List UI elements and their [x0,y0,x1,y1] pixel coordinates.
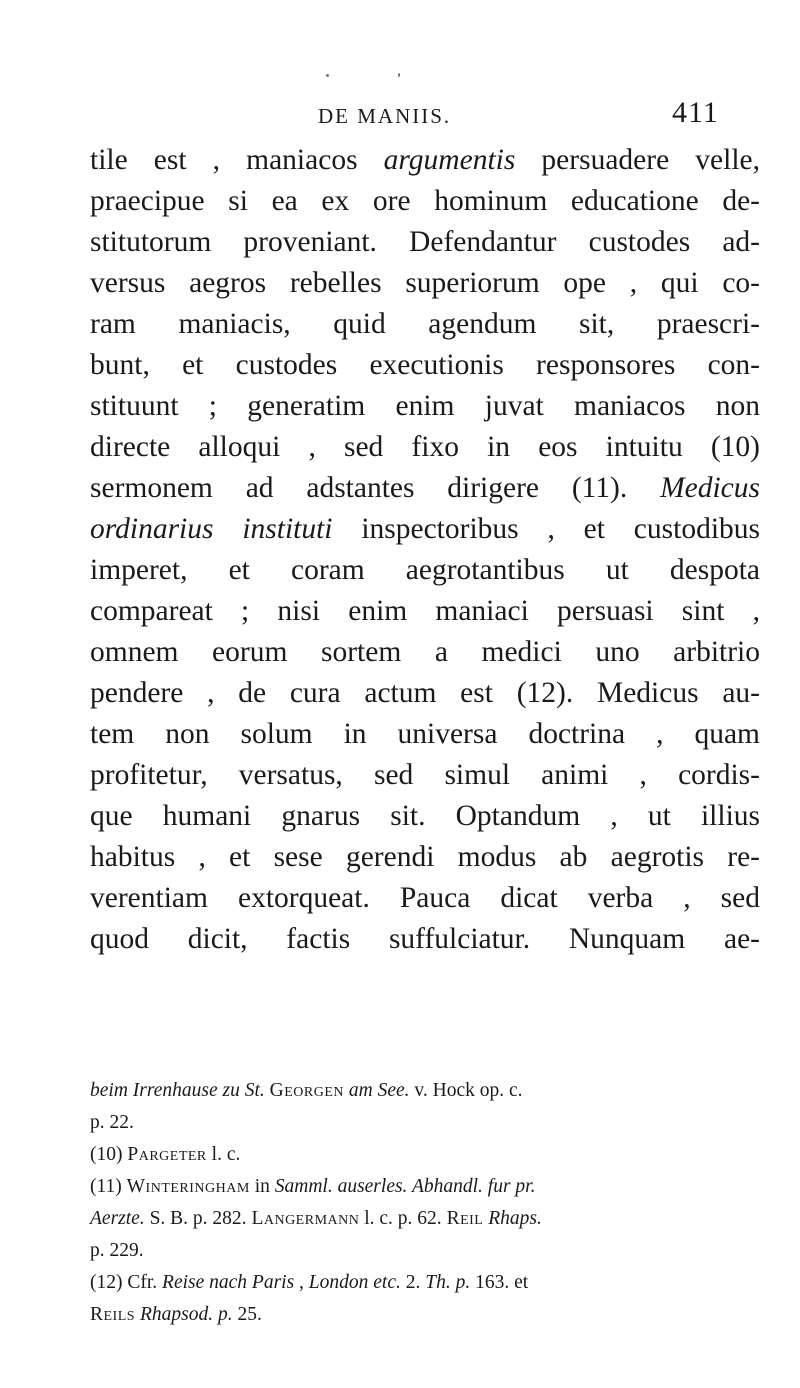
page-header [0,96,800,136]
italic-run: beim Irrenhause zu St. [90,1080,265,1101]
text-run: tile est , maniacos [90,144,384,176]
text-run: inspectoribus , et custodibus [332,513,760,545]
text-run: 163. et [470,1272,529,1293]
text-line [90,263,760,304]
text-line [90,386,760,427]
italic-run: Aerzte. [90,1208,145,1229]
text-line [90,673,760,714]
text-run: quod dicit, factis suffulciatur. Nunquam ae- [90,923,760,955]
text-line [90,591,760,632]
text-run: directe alloqui , sed fixo in eos intuitu (10) [90,431,760,463]
text-run: (12) Cfr. [90,1272,163,1293]
running-head: DE MANIIS. [318,104,452,128]
text-line [90,509,760,550]
footnotes [90,1075,760,1331]
text-run: sermonem ad adstantes dirigere (11). [90,472,661,504]
text-line [90,837,760,878]
footnote-line [90,1203,760,1235]
text-run: l. c. [206,1144,241,1165]
small-caps-name: Langermann [251,1208,360,1229]
small-caps-name: Pargeter [127,1144,207,1165]
text-run: persuadere velle, [515,144,760,176]
text-run: tem non solum in universa doctrina , quam [90,718,760,750]
text-run: v. Hock op. c. [409,1080,523,1101]
text-line [90,796,760,837]
text-line [90,919,760,960]
text-run: stitutorum proveniant. Defendantur custodes ad- [90,226,760,258]
text-run: 25. [232,1304,262,1325]
footnote-line [90,1171,760,1203]
text-run: versus aegros rebelles superiorum ope , qui co- [90,267,760,299]
text-line [90,222,760,263]
text-line [90,304,760,345]
italic-run: Medicus [660,472,760,504]
italic-run: Rhaps. [488,1208,542,1229]
text-run: bunt, et custodes executionis responsores con- [90,349,760,381]
text-line [90,468,760,509]
footnote-line [90,1139,760,1171]
footnote-line [90,1299,760,1331]
text-run: S. B. p. 282. [144,1208,252,1229]
footnote-line [90,1107,760,1139]
text-run: 2. [400,1272,426,1293]
small-caps-name: Winteringham [126,1176,250,1197]
text-run: profitetur, versatus, sed simul animi , cordis- [90,759,760,791]
text-line [90,632,760,673]
page-number: 411 [672,96,719,129]
text-run: pendere , de cura actum est (12). Medicus au- [90,677,760,709]
italic-run: am See. [348,1080,410,1101]
text-line [90,140,760,181]
text-run: (10) [90,1144,128,1165]
text-run: (11) [90,1176,127,1197]
print-speck [326,74,329,77]
footnote-line [90,1267,760,1299]
italic-run: Samml. auserles. Abhandl. fur pr. [274,1176,536,1197]
small-caps-name: Reils [90,1304,136,1325]
text-line [90,714,760,755]
text-line [90,345,760,386]
text-run: ram maniacis, quid agendum sit, praescri- [90,308,760,340]
text-run: imperet, et coram aegrotantibus ut despota [90,554,760,586]
text-line [90,878,760,919]
text-run: in [249,1176,275,1197]
italic-run: Th. p. [425,1272,471,1293]
body-text [90,140,760,960]
text-line [90,181,760,222]
text-run: omnem eorum sortem a medici uno arbitrio [90,636,760,668]
print-speck [398,73,400,77]
text-line [90,427,760,468]
text-run: que humani gnarus sit. Optandum , ut illius [90,800,760,832]
footnote-line [90,1075,760,1107]
text-run: verentiam extorqueat. Pauca dicat verba , sed [90,882,760,914]
text-run: p. 22. [90,1112,134,1133]
text-line [90,755,760,796]
text-run: stituunt ; generatim enim juvat maniacos non [90,390,760,422]
text-run: compareat ; nisi enim maniaci persuasi sint , [90,595,760,627]
small-caps-name: Reil [446,1208,484,1229]
text-run: praecipue si ea ex ore hominum educatione de- [90,185,760,217]
small-caps-name: Georgen [269,1080,344,1101]
italic-run: ordinarius instituti [90,513,333,545]
italic-run: argumentis [383,144,516,176]
text-run: p. 229. [90,1240,144,1261]
footnote-line [90,1235,760,1267]
italic-run: Reise nach Paris , London etc. [162,1272,401,1293]
text-line [90,550,760,591]
text-run: habitus , et sese gerendi modus ab aegrotis re- [90,841,760,873]
text-run: l. c. p. 62. [359,1208,447,1229]
italic-run: Rhapsod. p. [139,1304,233,1325]
